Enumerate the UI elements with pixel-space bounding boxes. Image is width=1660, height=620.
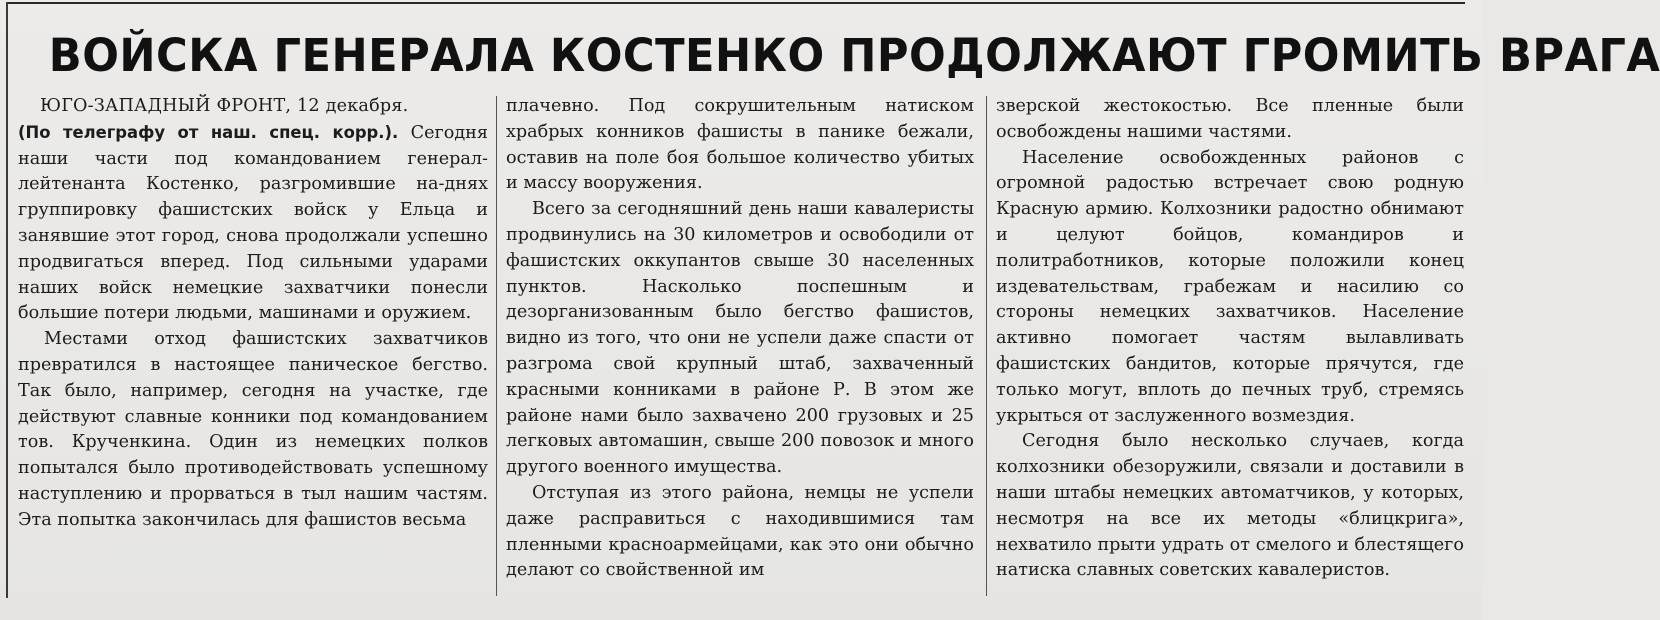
paragraph: Сегодня было несколько случаев, когда колхозники обезоружили, связали и доставили в наши штабы немецких автоматчиков, у которых, несмотря на все их методы «блицкрига», нехватило прыти удрать от смелого и блестящего натиска славных советских кавалеристов. — [996, 431, 1464, 581]
column-divider — [496, 96, 497, 596]
paragraph — [18, 94, 488, 327]
paragraph: плачевно. Под сокрушительным натиском храбрых конников фашисты в панике бежали, оставив на поле боя большое количество убитых и массу вооружения. — [506, 96, 974, 194]
byline: (По телеграфу от наш. спец. корр.). — [18, 122, 399, 142]
dateline: ЮГО-ЗАПАДНЫЙ ФРОНТ, 12 декабря. — [40, 96, 409, 116]
headline: ВОЙСКА ГЕНЕРАЛА КОСТЕНКО ПРОДОЛЖАЮТ ГРОМИТЬ ВРАГА — [48, 29, 1660, 82]
column-divider — [986, 96, 987, 596]
article-column-3 — [996, 94, 1464, 584]
article-column-1 — [18, 94, 488, 534]
paragraph: зверской жестокостью. Все пленные были освобождены нашими частями. — [996, 96, 1464, 142]
paragraph: Население освобожденных районов с огромной радостью встречает свою родную Красную армию. Колхозники радостно обнимают и целуют бойцов, командиров и политработников, которые положили конец издевательствам, грабежам и насилию со стороны немецких захватчиков. Население активно помогает частям вылавливать фашистских бандитов, которые прячутся, где только могут, вплоть до печных труб, стремясь укрыться от заслуженного возмездия. — [996, 147, 1464, 426]
paragraph: Отступая из этого района, немцы не успели даже расправиться с находившимися там пленными красноармейцами, как это они обычно делают со свойственной им — [506, 482, 974, 581]
top-rule — [6, 2, 1465, 4]
article-column-2 — [506, 94, 974, 584]
paragraph: Местами отход фашистских захватчиков превратился в настоящее паническое бегство. Так было, например, сегодня на участке, где действуют славные конники под командованием тов. Крученкина. Один из немецких полков попытался было противодействовать успешному наступлению и прорваться в тыл нашим частям. Эта попытка закончилась для фашистов весьма — [18, 329, 488, 530]
left-border — [6, 2, 8, 598]
paragraph: Всего за сегодняшний день наши кавалеристы продвинулись на 30 километров и освободили от фашистских оккупантов свыше 30 населенных пунктов. Насколько поспешным и дезорганизованным было бегство фашистов, видно из того, что они не успели даже спасти от разгрома свой крупный штаб, захваченный красными конниками в районе Р. В этом же районе нами было захвачено 200 грузовых и 25 легковых автомашин, свыше 200 повозок и много другого военного имущества. — [506, 199, 974, 478]
paragraph-text: Сегодня наши части под командованием генерал-лейтенанта Костенко, разгромившие на-днях группировку фашистских войск у Ельца и занявшие этот город, снова продолжали успешно продвигаться вперед. Под сильными ударами наших войск немецкие захватчики понесли большие потери людьми, машинами и оружием. — [18, 122, 489, 324]
